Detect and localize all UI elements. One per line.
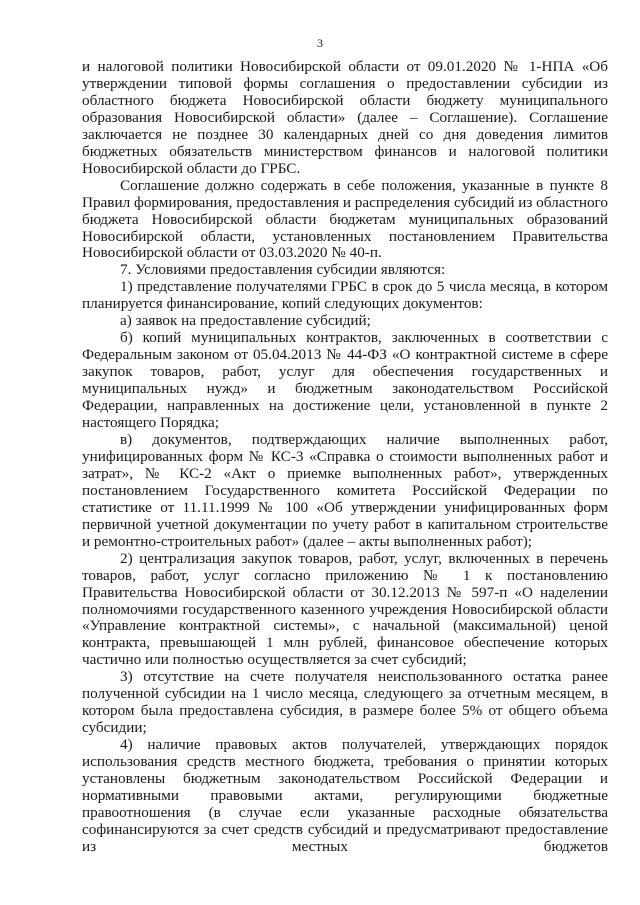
paragraph-4: 1) представление получателями ГРБС в срок до 5 числа месяца, в котором планируется финансирование, копий следующих документов: bbox=[82, 278, 608, 313]
paragraph-2: Соглашение должно содержать в себе положения, указанные в пункте 8 Правил формирования, предоставления и распределения субсидий из областного бюджета Новосибирской области бюджетам муниципальных образований Новосибирской области, установленных постановлением Правительства Новосибирской области от 03.03.2020 № 40-п. bbox=[82, 176, 608, 262]
paragraph-9: 3) отсутствие на счете получателя неиспользованного остатка ранее полученной субсидии на 1 число месяца, следующего за отчетным месяцем, в котором была предоставлена субсидия, в размере более 5% от общего объема субсидии; bbox=[82, 668, 608, 737]
page-number: 3 bbox=[317, 36, 323, 50]
paragraph-5: а) заявок на предоставление субсидий; bbox=[120, 312, 371, 330]
paragraph-6: б) копий муниципальных контрактов, заключенных в соответствии с Федеральным законом от 05.04.2013 № 44-ФЗ «О контрактной системе в сфере закупок товаров, работ, услуг для обеспечения государственных и муниципальных нужд» и бюджетным законодательством Российской Федерации, направленных на достижение цели, установленной в пункте 2 настоящего Порядка; bbox=[82, 329, 608, 432]
paragraph-10: 4) наличие правовых актов получателей, утверждающих порядок использования средств местного бюджета, требования о принятии которых установлены бюджетным законодательством Российской Федерации и нормативными правовыми актами, регулирующими бюджетные правоотношения (в случае если указанные расходные обязательства софинансируются за счет средств субсидий и предусматривают предоставление из местных бюджетов bbox=[82, 736, 608, 855]
paragraph-3: 7. Условиями предоставления субсидии являются: bbox=[120, 261, 446, 279]
paragraph-8: 2) централизация закупок товаров, работ, услуг, включенных в перечень товаров, работ, услуг согласно приложению № 1 к постановлению Правительства Новосибирской области от 30.12.2013 № 597-п «О наделении полномочиями государственного казенного учреждения Новосибирской области «Управление контрактной системы», с начальной (максимальной) ценой контракта, превышающей 1 млн рублей, финансовое обеспечение которых частично или полностью осуществляется за счет субсидий; bbox=[82, 549, 608, 669]
paragraph-1: и налоговой политики Новосибирской области от 09.01.2020 № 1-НПА «Об утверждении типовой формы соглашения о предоставлении субсидии из областного бюджета Новосибирской области бюджету муниципального образования Новосибирской области» (далее – Соглашение). Соглашение заключается не позднее 30 календарных дней со дня доведения лимитов бюджетных обязательств министерством финансов и налоговой политики Новосибирской области до ГРБС. bbox=[82, 58, 608, 177]
paragraph-7: в) документов, подтверждающих наличие выполненных работ, унифицированных форм № КС-3 «Справка о стоимости выполненных работ и затрат», № КС-2 «Акт о приемке выполненных работ», утвержденных постановлением Государственного комитета Российской Федерации по статистике от 11.11.1999 № 100 «Об утверждении унифицированных форм первичной учетной документации по учету работ в капитальном строительстве и ремонтно-строительных работ» (далее – акты выполненных работ); bbox=[82, 430, 608, 550]
document-body bbox=[82, 59, 608, 856]
